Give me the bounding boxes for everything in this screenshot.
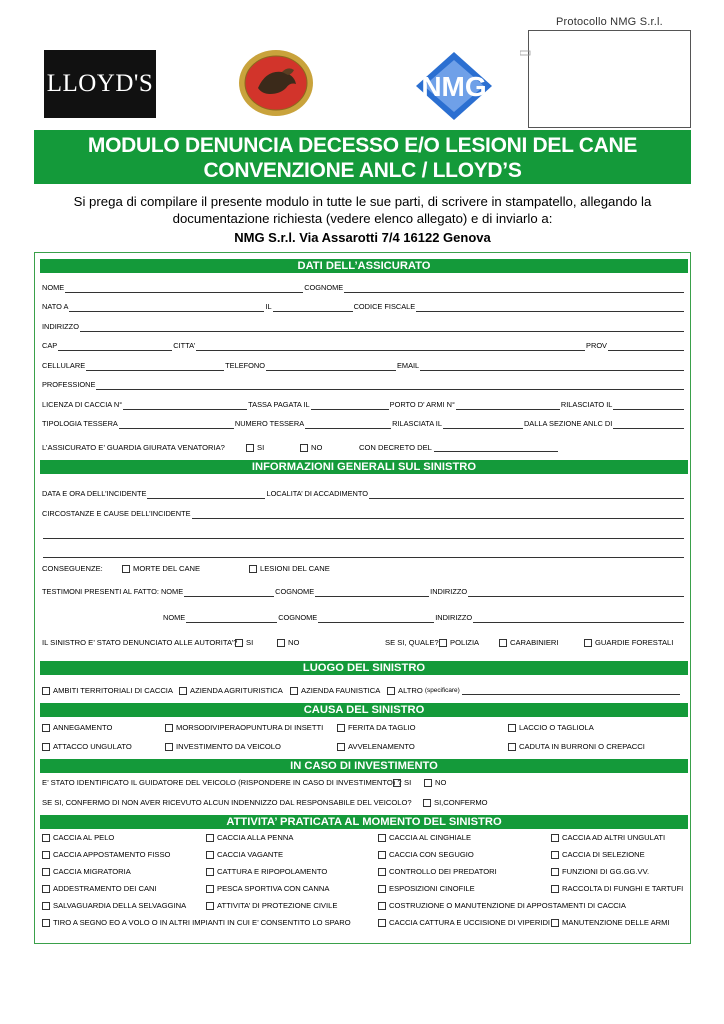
checkbox-icon[interactable] <box>499 639 507 647</box>
row-conseguenze <box>42 564 687 576</box>
label-testimone-indirizzo-1: INDIRIZZO <box>430 587 468 596</box>
section-investimento: IN CASO DI INVESTIMENTO <box>40 759 688 773</box>
field-testimone-nome-2[interactable] <box>186 614 277 623</box>
checkbox-icon[interactable] <box>423 799 431 807</box>
checkbox-icon[interactable] <box>439 639 447 647</box>
section-attivita: ATTIVITA’ PRATICATA AL MOMENTO DEL SINISTRO <box>40 815 688 829</box>
checkbox-icon[interactable] <box>508 724 516 732</box>
row-causa-2 <box>42 742 687 754</box>
option-caccia-al-cinghiale[interactable]: CACCIA AL CINGHIALE <box>378 833 471 842</box>
section-causa-sinistro: CAUSA DEL SINISTRO <box>40 703 688 717</box>
checkbox-icon[interactable] <box>42 851 50 859</box>
option-caccia-vagante[interactable]: CACCIA VAGANTE <box>206 850 283 859</box>
label-testimoni: TESTIMONI PRESENTI AL FATTO: NOME <box>42 587 184 596</box>
label-cellulare: CELLULARE <box>42 361 86 370</box>
row-luogo <box>42 686 687 698</box>
lloyds-logo: LLOYD'S <box>44 50 156 118</box>
label-specificare: (specificare) <box>424 687 460 694</box>
label-cognome: COGNOME <box>304 283 344 292</box>
option-raccolta-funghi[interactable]: RACCOLTA DI FUNGHI E TARTUFI <box>551 884 683 893</box>
checkbox-icon[interactable] <box>337 743 345 751</box>
option-guidatore-no[interactable]: NO <box>424 778 446 787</box>
option-morte-cane[interactable]: MORTE DEL CANE <box>122 564 200 573</box>
option-polizia[interactable]: POLIZIA <box>439 638 479 647</box>
label-codice-fiscale: CODICE FISCALE <box>353 302 416 311</box>
question-guardia: L’ASSICURATO E’ GUARDIA GIURATA VENATORIA? <box>42 443 225 452</box>
label-porto: PORTO D’ ARMI N° <box>389 400 455 409</box>
checkbox-icon[interactable] <box>42 885 50 893</box>
nmg-logo <box>412 50 496 122</box>
option-morso-vipera[interactable]: MORSODIVIPERAOPUNTURA DI INSETTI <box>165 723 323 732</box>
checkbox-icon[interactable] <box>165 743 173 751</box>
label-testimone-indirizzo-2: INDIRIZZO <box>435 613 473 622</box>
label-tassa: TASSA PAGATA IL <box>248 400 310 409</box>
checkbox-icon[interactable] <box>378 919 386 927</box>
option-azienda-faunistica[interactable]: AZIENDA FAUNISTICA <box>290 686 380 695</box>
option-protezione-civile[interactable]: ATTIVITA’ DI PROTEZIONE CIVILE <box>206 901 337 910</box>
checkbox-icon[interactable] <box>551 851 559 859</box>
label-professione: PROFESSIONE <box>42 380 96 389</box>
option-avvelenamento[interactable]: AVVELENAMENTO <box>337 742 415 751</box>
option-ferita-taglio[interactable]: FERITA DA TAGLIO <box>337 723 416 732</box>
label-prov: PROV <box>586 341 607 350</box>
checkbox-icon[interactable] <box>378 868 386 876</box>
field-data-ora[interactable] <box>147 490 265 499</box>
checkbox-icon[interactable] <box>387 687 395 695</box>
checkbox-icon[interactable] <box>290 687 298 695</box>
field-numero-tessera[interactable] <box>305 420 391 429</box>
nmg-logo-text: NMG <box>421 71 487 102</box>
option-tiro-a-segno[interactable]: TIRO A SEGNO EO A VOLO O IN ALTRI IMPIANTI IN CUI E’ CONSENTITO LO SPARO <box>42 918 351 927</box>
question-denunciato: IL SINISTRO E’ STATO DENUNCIATO ALLE AUTORITA’? <box>42 638 238 647</box>
option-caccia-con-segugio[interactable]: CACCIA CON SEGUGIO <box>378 850 474 859</box>
checkbox-icon[interactable] <box>378 885 386 893</box>
label-testimone-nome-2: NOME <box>163 613 186 622</box>
field-porto[interactable] <box>456 401 560 410</box>
label-testimone-cognome-1: COGNOME <box>275 587 315 596</box>
option-guardia-si[interactable]: SI <box>246 443 264 452</box>
field-testimone-cognome-2[interactable] <box>318 614 434 623</box>
field-circostanze-2[interactable] <box>43 530 684 539</box>
field-cellulare[interactable] <box>86 362 224 371</box>
option-denuncia-si[interactable]: SI <box>235 638 253 647</box>
checkbox-icon[interactable] <box>179 687 187 695</box>
checkbox-icon[interactable] <box>551 885 559 893</box>
field-tipologia[interactable] <box>119 420 234 429</box>
label-quale: SE SI, QUALE? <box>385 638 439 647</box>
field-rilasciato-il[interactable] <box>613 401 684 410</box>
label-sezione: DALLA SEZIONE ANLC DI <box>523 419 613 428</box>
row-data-localita <box>42 487 685 499</box>
option-manutenzione-armi[interactable]: MANUTENZIONE DELLE ARMI <box>551 918 670 927</box>
option-azienda-agrituristica[interactable]: AZIENDA AGRITURISTICA <box>179 686 283 695</box>
option-salvaguardia-selvaggina[interactable]: SALVAGUARDIA DELLA SELVAGGINA <box>42 901 186 910</box>
field-telefono[interactable] <box>266 362 396 371</box>
label-indirizzo: INDIRIZZO <box>42 322 79 331</box>
label-cap: CAP <box>42 341 58 350</box>
option-controllo-predatori[interactable]: CONTROLLO DEI PREDATORI <box>378 867 497 876</box>
option-ambiti-territoriali[interactable]: AMBITI TERRITORIALI DI CACCIA <box>42 686 173 695</box>
label-tipologia: TIPOLOGIA TESSERA <box>42 419 118 428</box>
checkbox-icon[interactable] <box>300 444 308 452</box>
checkbox-icon[interactable] <box>551 834 559 842</box>
protocollo-label: Protocollo NMG S.r.l. <box>556 16 663 28</box>
field-sezione[interactable] <box>613 420 684 429</box>
checkbox-icon[interactable] <box>42 743 50 751</box>
option-laccio-tagliola[interactable]: LACCIO O TAGLIOLA <box>508 723 594 732</box>
field-citta[interactable] <box>196 342 585 351</box>
checkbox-icon[interactable] <box>378 834 386 842</box>
row-denuncia-autorita <box>42 638 687 650</box>
checkbox-icon[interactable] <box>551 868 559 876</box>
checkbox-icon[interactable] <box>165 724 173 732</box>
label-conseguenze: CONSEGUENZE: <box>42 564 103 573</box>
checkbox-icon[interactable] <box>42 834 50 842</box>
row-cap-citta <box>42 339 685 351</box>
checkbox-icon[interactable] <box>206 885 214 893</box>
label-rilasciato-il: RILASCIATO IL <box>560 400 613 409</box>
protocollo-stamp-box <box>528 30 691 128</box>
label-nato-a: NATO A <box>42 302 69 311</box>
checkbox-icon[interactable] <box>378 902 386 910</box>
checkbox-icon[interactable] <box>246 444 254 452</box>
field-testimone-nome-1[interactable] <box>184 588 274 597</box>
row-professione <box>42 378 685 390</box>
option-caccia-viperidi[interactable]: CACCIA CATTURA E UCCISIONE DI VIPERIDI <box>378 918 550 927</box>
row-indennizzo <box>42 798 687 810</box>
option-attacco-ungulato[interactable]: ATTACCO UNGULATO <box>42 742 132 751</box>
label-nome: NOME <box>42 283 65 292</box>
checkbox-icon[interactable] <box>206 851 214 859</box>
checkbox-icon[interactable] <box>206 868 214 876</box>
row-tessera <box>42 417 685 429</box>
row-attivita-6 <box>42 918 687 930</box>
option-appostamento-fisso[interactable]: CACCIA APPOSTAMENTO FISSO <box>42 850 170 859</box>
row-circostanze-3 <box>42 546 685 558</box>
field-data-nascita[interactable] <box>273 303 353 312</box>
option-si-confermo[interactable]: SI,CONFERMO <box>423 798 488 807</box>
option-investimento-veicolo[interactable]: INVESTIMENTO DA VEICOLO <box>165 742 281 751</box>
question-indennizzo: SE SI, CONFERMO DI NON AVER RICEVUTO ALCUN INDENNIZZO DAL RESPONSABILE DEL VEICOLO? <box>42 798 412 807</box>
label-localita: LOCALITA’ DI ACCADIMENTO <box>266 489 369 498</box>
option-addestramento-cani[interactable]: ADDESTRAMENTO DEI CANI <box>42 884 157 893</box>
option-caccia-alla-penna[interactable]: CACCIA ALLA PENNA <box>206 833 293 842</box>
row-nome-cognome <box>42 281 685 293</box>
section-dati-assicurato: DATI DELL’ASSICURATO <box>40 259 688 273</box>
field-professione[interactable] <box>96 381 684 390</box>
field-licenza[interactable] <box>123 401 247 410</box>
field-cognome[interactable] <box>344 284 684 293</box>
field-decreto[interactable] <box>434 444 558 452</box>
label-data-ora: DATA E ORA DELL’INCIDENTE <box>42 489 147 498</box>
field-altro-specificare[interactable] <box>462 687 680 695</box>
question-guidatore: E’ STATO IDENTIFICATO IL GUIDATORE DEL VEICOLO (RISPONDERE IN CASO DI INVESTIMENTO) ? <box>42 778 402 787</box>
label-numero-tessera: NUMERO TESSERA <box>234 419 305 428</box>
section-luogo-sinistro: LUOGO DEL SINISTRO <box>40 661 688 675</box>
field-localita[interactable] <box>369 490 684 499</box>
option-esposizioni-cinofile[interactable]: ESPOSIZIONI CINOFILE <box>378 884 475 893</box>
option-pesca-sportiva[interactable]: PESCA SPORTIVA CON CANNA <box>206 884 329 893</box>
checkbox-icon[interactable] <box>42 919 50 927</box>
option-guidatore-si[interactable]: SI <box>393 778 411 787</box>
checkbox-icon[interactable] <box>235 639 243 647</box>
option-costruzione-appostamenti[interactable]: COSTRUZIONE O MANUTENZIONE DI APPOSTAMENTI DI CACCIA <box>378 901 626 910</box>
row-circostanze <box>42 507 685 519</box>
checkbox-icon[interactable] <box>206 902 214 910</box>
row-guardia-giurata <box>42 443 687 455</box>
option-annegamento[interactable]: ANNEGAMENTO <box>42 723 112 732</box>
field-codice-fiscale[interactable] <box>416 303 684 312</box>
address-text: NMG S.r.l. Via Assarotti 7/4 16122 Genova <box>234 230 491 245</box>
option-lesioni-cane[interactable]: LESIONI DEL CANE <box>249 564 330 573</box>
checkbox-icon[interactable] <box>249 565 257 573</box>
intro-text: Si prega di compilare il presente modulo in tutte le sue parti, di scrivere in stampatello, allegando la documentazione richiesta (vedere elenco allegato) e di inviarlo a: <box>73 194 652 226</box>
checkbox-icon[interactable] <box>378 851 386 859</box>
checkbox-icon[interactable] <box>277 639 285 647</box>
label-email: EMAIL <box>396 361 420 370</box>
field-prov[interactable] <box>608 342 684 351</box>
row-circostanze-2 <box>42 527 685 539</box>
label-testimone-cognome-2: COGNOME <box>278 613 318 622</box>
title-line-2: CONVENZIONE ANLC / LLOYD’S <box>203 159 522 182</box>
checkbox-icon[interactable] <box>206 834 214 842</box>
checkbox-icon[interactable] <box>122 565 130 573</box>
row-guidatore-identificato <box>42 778 687 790</box>
title-line-1: MODULO DENUNCIA DECESSO E/O LESIONI DEL CANE <box>87 134 638 157</box>
row-attivita-2 <box>42 850 687 862</box>
checkbox-icon[interactable] <box>42 724 50 732</box>
field-email[interactable] <box>420 362 684 371</box>
label-licenza: LICENZA DI CACCIA N° <box>42 400 123 409</box>
checkbox-icon[interactable] <box>42 687 50 695</box>
checkbox-icon[interactable] <box>337 724 345 732</box>
checkbox-icon[interactable] <box>42 902 50 910</box>
row-causa-1 <box>42 723 687 735</box>
option-cattura-ripopolamento[interactable]: CATTURA E RIPOPOLAMENTO <box>206 867 327 876</box>
option-funzioni-gg-gg-vv[interactable]: FUNZIONI DI GG.GG.VV. <box>551 867 649 876</box>
row-nascita <box>42 300 685 312</box>
anlc-seal-logo <box>236 48 316 118</box>
label-circostanze: CIRCOSTANZE E CAUSE DELL’INCIDENTE <box>42 509 191 518</box>
label-rilasciata-il: RILASCIATA IL <box>392 419 442 428</box>
field-nome[interactable] <box>65 284 303 293</box>
section-info-sinistro: INFORMAZIONI GENERALI SUL SINISTRO <box>40 460 688 474</box>
option-guardie-forestali[interactable]: GUARDIE FORESTALI <box>584 638 673 647</box>
row-licenza <box>42 398 685 410</box>
checkbox-icon[interactable] <box>508 743 516 751</box>
checkbox-icon[interactable] <box>42 868 50 876</box>
row-attivita-1 <box>42 833 687 845</box>
option-caccia-altri-ungulati[interactable]: CACCIA AD ALTRI UNGULATI <box>551 833 665 842</box>
row-attivita-5 <box>42 901 687 913</box>
field-nato-a[interactable] <box>69 303 264 312</box>
row-testimoni-1 <box>42 585 685 597</box>
row-contatti <box>42 359 685 371</box>
field-testimone-indirizzo-1[interactable] <box>468 588 684 597</box>
option-carabinieri[interactable]: CARABINIERI <box>499 638 559 647</box>
checkbox-icon[interactable] <box>393 779 401 787</box>
checkbox-icon[interactable] <box>424 779 432 787</box>
corner-mark-icon <box>520 48 536 58</box>
label-citta: CITTA’ <box>173 341 196 350</box>
option-guardia-no[interactable]: NO <box>300 443 322 452</box>
field-indirizzo[interactable] <box>80 323 684 332</box>
option-decreto: CON DECRETO DEL <box>359 443 558 452</box>
field-circostanze-3[interactable] <box>43 549 684 558</box>
field-circostanze[interactable] <box>192 510 684 519</box>
row-testimoni-2 <box>163 611 685 623</box>
field-cap[interactable] <box>58 342 172 351</box>
title-banner <box>34 130 691 184</box>
field-testimone-indirizzo-2[interactable] <box>473 614 684 623</box>
option-caduta-burroni[interactable]: CADUTA IN BURRONI O CREPACCI <box>508 742 645 751</box>
option-denuncia-no[interactable]: NO <box>277 638 299 647</box>
label-telefono: TELEFONO <box>225 361 265 370</box>
checkbox-icon[interactable] <box>584 639 592 647</box>
field-tassa[interactable] <box>311 401 389 410</box>
field-testimone-cognome-1[interactable] <box>315 588 429 597</box>
field-rilasciata-il[interactable] <box>443 420 523 429</box>
row-attivita-3 <box>42 867 687 879</box>
option-altro[interactable]: ALTRO (specificare) <box>387 686 680 695</box>
checkbox-icon[interactable] <box>551 919 559 927</box>
label-il: IL <box>265 302 272 311</box>
row-indirizzo <box>42 320 685 332</box>
row-attivita-4 <box>42 884 687 896</box>
option-caccia-migratoria[interactable]: CACCIA MIGRATORIA <box>42 867 131 876</box>
option-caccia-di-selezione[interactable]: CACCIA DI SELEZIONE <box>551 850 645 859</box>
option-caccia-al-pelo[interactable]: CACCIA AL PELO <box>42 833 114 842</box>
